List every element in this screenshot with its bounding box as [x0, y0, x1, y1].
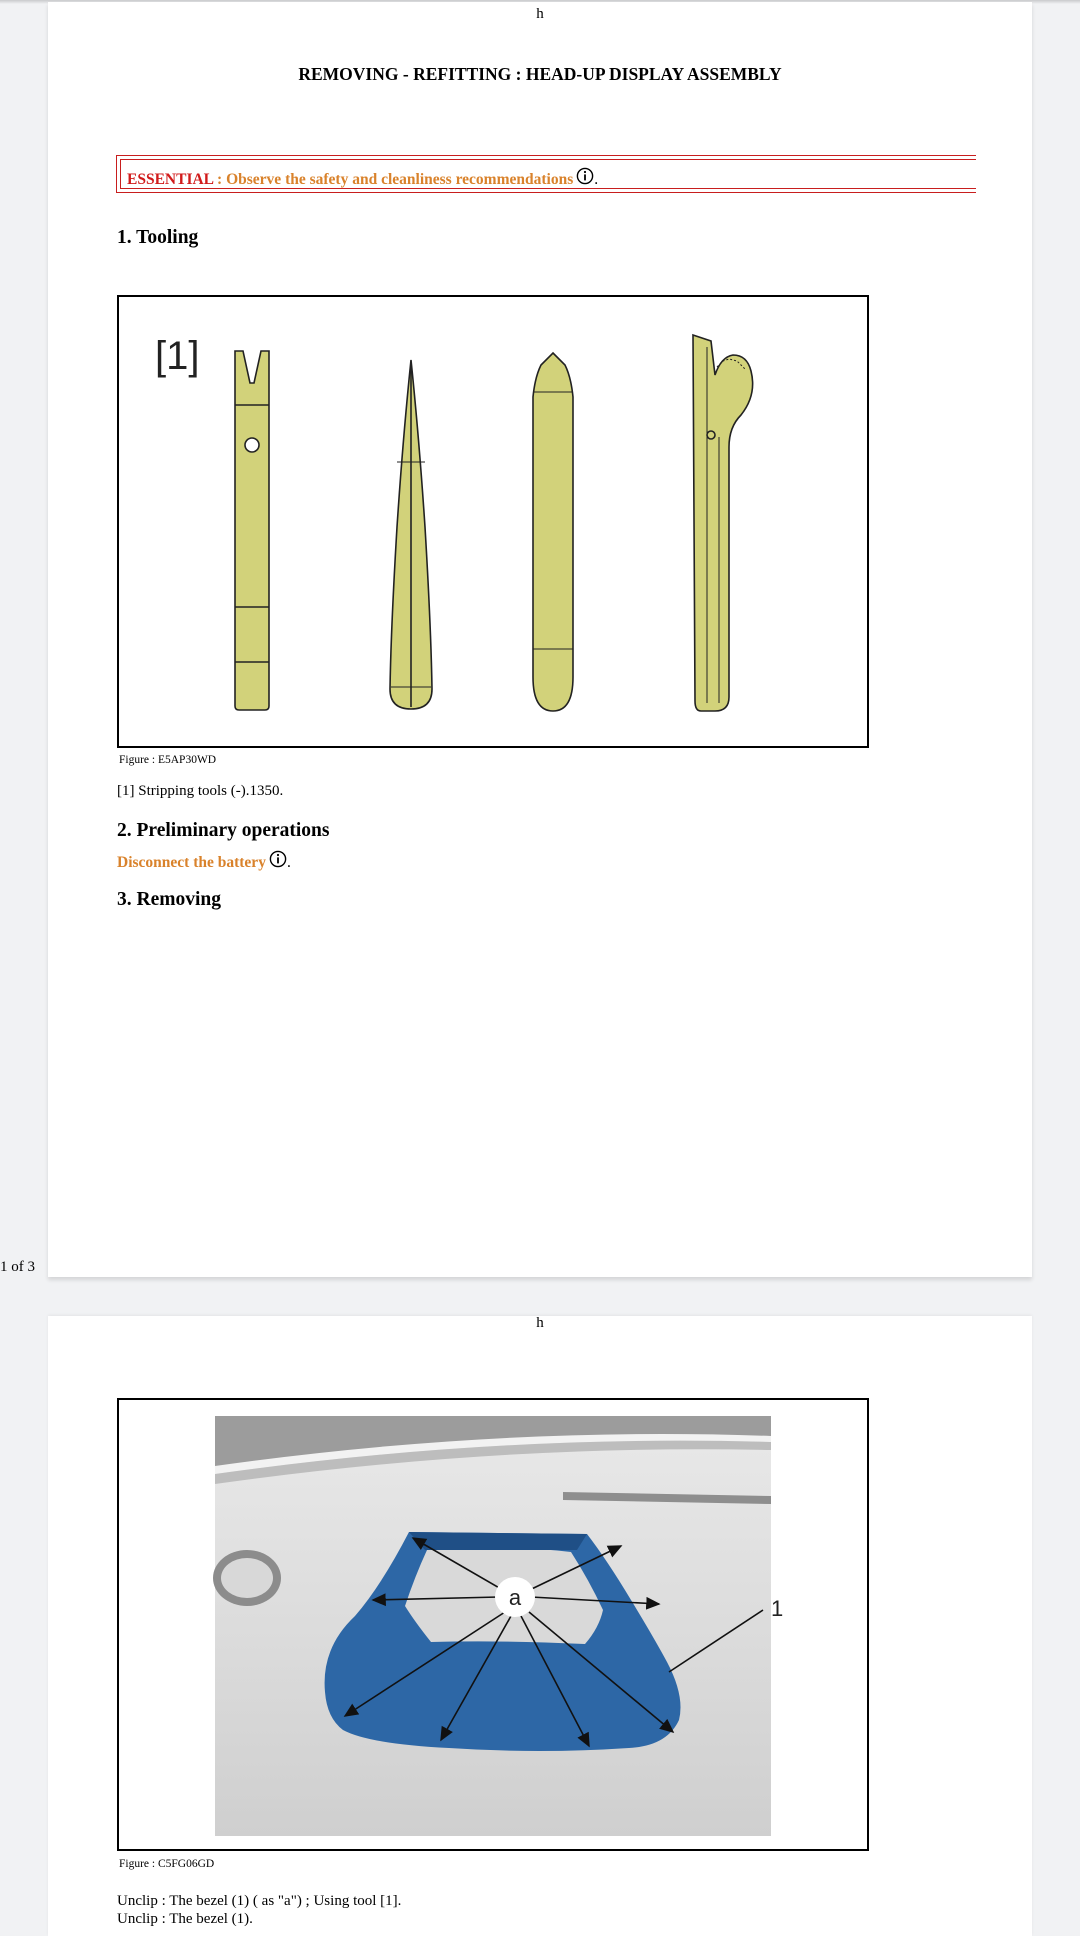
bezel-figure-caption: Figure : C5FG06GD: [119, 1858, 215, 1870]
essential-label: ESSENTIAL: [127, 171, 214, 188]
page-indicator: 1 of 3: [0, 1259, 35, 1275]
tooling-figure: [117, 295, 869, 748]
essential-separator: :: [213, 171, 227, 188]
page-header: h: [536, 6, 544, 22]
disconnect-battery-link[interactable]: Disconnect the battery: [117, 854, 266, 871]
info-icon[interactable]: [269, 850, 287, 868]
essential-notice-inner: [120, 159, 976, 189]
section-heading-preliminary: 2. Preliminary operations: [117, 820, 330, 841]
page-1: [48, 2, 1032, 1277]
flat-stripping-tool: [533, 353, 573, 711]
bezel-figure: [117, 1398, 869, 1851]
tooling-callout: [1]: [155, 334, 200, 378]
forked-stripping-tool: [235, 351, 269, 710]
document-title: REMOVING - REFITTING : HEAD-UP DISPLAY ASSEMBLY: [298, 64, 782, 84]
preliminary-step: [117, 850, 291, 872]
info-icon[interactable]: [576, 167, 594, 185]
section-heading-removing: 3. Removing: [117, 889, 221, 910]
safety-recommendations-link[interactable]: Observe the safety and cleanliness recommendations: [226, 171, 574, 188]
hook-stripping-tool: [693, 335, 753, 711]
essential-notice: [116, 155, 976, 193]
section-heading-tooling: 1. Tooling: [117, 227, 199, 248]
tooling-figure-caption: Figure : E5AP30WD: [119, 754, 217, 766]
instruction-2: Unclip : The bezel (1).: [117, 1911, 253, 1927]
essential-trailing: .: [594, 171, 599, 188]
bezel-unclip-illustration: [119, 1400, 867, 1849]
callout-1: 1: [771, 1596, 784, 1621]
instruction-1: Unclip : The bezel (1) ( as "a") ; Using tool [1].: [117, 1893, 402, 1909]
pointed-stripping-tool: [390, 360, 432, 709]
page-2: [48, 1316, 1032, 1936]
callout-a: a: [508, 1585, 522, 1610]
preliminary-trailing: .: [286, 854, 291, 871]
page-header: h: [536, 1315, 544, 1331]
stripping-tools-illustration: [119, 297, 867, 746]
tooling-legend: [1] Stripping tools (-).1350.: [117, 783, 284, 799]
